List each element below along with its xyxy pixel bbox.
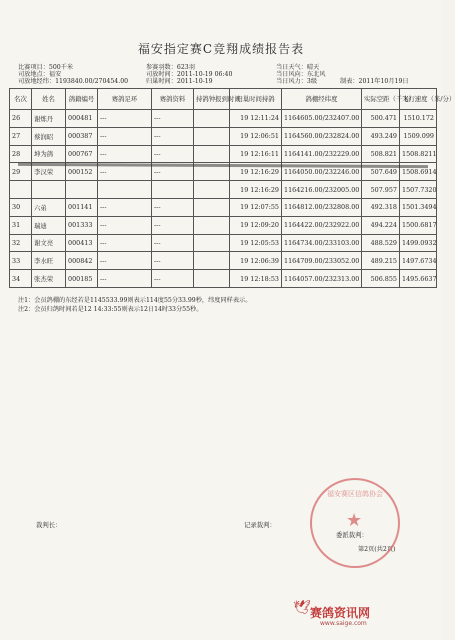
table-cell: 19 12:06:51 (230, 127, 282, 145)
table-cell: 1507.7320 (400, 181, 437, 199)
table-cell: 494.224 (362, 216, 400, 234)
table-header-row (10, 89, 437, 110)
table-cell (194, 110, 230, 128)
report-title: 福安指定赛C竞翔成绩报告表 (137, 42, 305, 56)
table-row (10, 234, 437, 252)
table-cell: 1508.8211 (400, 145, 437, 163)
table-cell: 19 12:16:11 (230, 145, 282, 163)
table-cell: --- (152, 145, 194, 163)
table-row (10, 145, 437, 163)
meta-wind-force: 当日风力：3级 (276, 78, 318, 85)
table-cell: 1164605.00/232407.00 (282, 110, 362, 128)
table-cell: 李汉荣 (32, 163, 66, 181)
table-row (10, 127, 437, 145)
table-cell: 谢文亮 (32, 234, 66, 252)
table-cell: 1164141.00/232229.00 (282, 145, 362, 163)
header-id: 鸽籍编号 (66, 89, 98, 110)
table-cell: --- (152, 198, 194, 216)
table-cell: 000413 (66, 234, 98, 252)
table-cell: 19 12:16:29 (230, 163, 282, 181)
table-row (10, 198, 437, 216)
table-cell: 19 12:16:29 (230, 181, 282, 199)
table-row (10, 181, 437, 199)
table-cell: 507.957 (362, 181, 400, 199)
table-cell (194, 270, 230, 288)
table-cell: --- (98, 270, 152, 288)
table-cell: 19 12:18:53 (230, 270, 282, 288)
table-cell: 508.821 (362, 145, 400, 163)
table-cell: 27 (10, 127, 32, 145)
table-cell: 1164709.00/233052.00 (282, 252, 362, 270)
referee-label: 裁判长： (36, 521, 62, 529)
table-cell: 26 (10, 110, 32, 128)
table-cell: 1164057.00/232313.00 (282, 270, 362, 288)
header-name: 姓名 (32, 89, 66, 110)
table-cell: --- (152, 234, 194, 252)
table-cell: --- (98, 252, 152, 270)
table-cell: 1164422.00/232922.00 (282, 216, 362, 234)
table-cell: 500.471 (362, 110, 400, 128)
table-cell: 19 12:11:24 (230, 110, 282, 128)
note-2: 注2：会员归鸽时间若是12 14:33:55则表示12日14时33分55秒。 (18, 306, 203, 313)
table-cell: --- (152, 110, 194, 128)
table-cell: 1164216.00/232005.00 (282, 181, 362, 199)
table-cell: 1495.6637 (400, 270, 437, 288)
table-cell: 1164560.00/232824.00 (282, 127, 362, 145)
table-cell: 001141 (66, 198, 98, 216)
seal-text: 福安赛区信鸽协会 (327, 490, 383, 498)
table-cell: --- (98, 110, 152, 128)
table-cell: 000481 (66, 110, 98, 128)
table-cell: --- (98, 216, 152, 234)
table-cell: --- (98, 234, 152, 252)
table-cell: 28 (10, 145, 32, 163)
table-cell: 30 (10, 198, 32, 216)
table-cell: 506.855 (362, 270, 400, 288)
table-cell (194, 127, 230, 145)
table-cell: 张杰荣 (32, 270, 66, 288)
table-cell: 1509.099 (400, 127, 437, 145)
table-row (10, 270, 437, 288)
table-row (10, 110, 437, 128)
table-cell: 492.318 (362, 198, 400, 216)
table-cell: 32 (10, 234, 32, 252)
table-row (10, 252, 437, 270)
table-cell: 1500.6817 (400, 216, 437, 234)
meta-made-date: 制表：2011年10月19日 (340, 78, 409, 85)
table-cell (32, 181, 66, 199)
meta-end-time: 归巢时间：2011-10-19 (146, 78, 213, 85)
table-cell: 谢炼丹 (32, 110, 66, 128)
table-cell: 001333 (66, 216, 98, 234)
table-cell: --- (152, 270, 194, 288)
meta-wind-dir: 当日风向：东北风 (276, 71, 326, 78)
table-cell: 000387 (66, 127, 98, 145)
table-cell (194, 145, 230, 163)
meta-entries: 参赛羽数：623羽 (146, 64, 195, 71)
meta-release-time: 司放时间：2011-10-19 06:40 (146, 71, 233, 78)
table-cell: --- (98, 127, 152, 145)
table-row (10, 216, 437, 234)
table-cell: 1164734.00/233103.00 (282, 234, 362, 252)
table-cell: 493.249 (362, 127, 400, 145)
table-cell (194, 198, 230, 216)
table-cell (194, 181, 230, 199)
pigeon-logo-icon: 🕊 (293, 600, 311, 616)
header-distance: 实际空距（千米） (362, 89, 400, 110)
table-cell: 000767 (66, 145, 98, 163)
note-1: 注1：会员鸽棚的东经若是1145533.99则表示114度55分33.99秒，纬度同样表示。 (18, 297, 252, 304)
notes (18, 296, 251, 314)
table-cell: 1510.172 (400, 110, 437, 128)
table-cell: 1164050.00/232246.00 (282, 163, 362, 181)
table-cell: --- (152, 163, 194, 181)
table-cell (194, 216, 230, 234)
table-cell: --- (152, 252, 194, 270)
table-cell: 19 12:05:53 (230, 234, 282, 252)
table-cell (194, 234, 230, 252)
table-cell: 19 12:06:39 (230, 252, 282, 270)
table-cell: 19 12:09:20 (230, 216, 282, 234)
header-rank: 名次 (10, 89, 32, 110)
page-number: 第2页(共2页) (358, 546, 396, 553)
table-cell: 000842 (66, 252, 98, 270)
table-cell: 1164812.00/232808.00 (282, 198, 362, 216)
table-cell: 34 (10, 270, 32, 288)
table-cell: --- (152, 127, 194, 145)
table-cell: --- (98, 163, 152, 181)
watermark-name: 赛鸽资讯网 (310, 606, 371, 620)
meta-project: 比赛项目：500千米 (18, 64, 74, 71)
header-arrival-time: 归巢时间持鸽 (230, 89, 282, 110)
star-icon: ★ (346, 510, 363, 531)
table-cell: 李水旺 (32, 252, 66, 270)
watermark-url: www.saige.com (320, 620, 367, 627)
table-cell: 488.529 (362, 234, 400, 252)
header-report-time: 持鸽钟报到时间 (194, 89, 230, 110)
table-cell (194, 252, 230, 270)
meta-release-place: 司放地点：福安 (18, 71, 62, 78)
table-cell: 1499.0932 (400, 234, 437, 252)
header-ring: 赛鸽足环 (98, 89, 152, 110)
table-cell: 507.649 (362, 163, 400, 181)
table-cell: 31 (10, 216, 32, 234)
table-cell: --- (98, 198, 152, 216)
table-cell: --- (98, 145, 152, 163)
table-cell: 瑞迪 (32, 216, 66, 234)
table-cell: --- (152, 216, 194, 234)
table-cell: 000152 (66, 163, 98, 181)
table-cell: 1508.6914 (400, 163, 437, 181)
table-cell: 19 12:07:55 (230, 198, 282, 216)
association-seal (310, 478, 400, 568)
header-info: 赛鸽资料 (152, 89, 194, 110)
table-cell: 坤为鸽 (32, 145, 66, 163)
meta-weather: 当日天气：晴天 (276, 64, 320, 71)
table-cell: 蔡润昭 (32, 127, 66, 145)
meta-release-coord: 司放地经纬：1193840.00/270454.00 (18, 78, 129, 85)
table-cell: 1501.3494 (400, 198, 437, 216)
table-cell (98, 181, 152, 199)
header-coord: 鸽棚经纬度 (282, 89, 362, 110)
results-table (9, 88, 455, 288)
table-cell: 六弟 (32, 198, 66, 216)
table-cell: 29 (10, 163, 32, 181)
table-cell (10, 181, 32, 199)
table-cell: 000185 (66, 270, 98, 288)
table-cell (66, 181, 98, 199)
header-speed: 飞行速度（米/分） (400, 89, 437, 110)
table-cell: 1497.6734 (400, 252, 437, 270)
table-cell (152, 181, 194, 199)
table-cell: 489.215 (362, 252, 400, 270)
committee-label: 委派裁判： (336, 531, 368, 539)
table-cell: 33 (10, 252, 32, 270)
recorder-label: 记录裁判： (244, 521, 276, 529)
